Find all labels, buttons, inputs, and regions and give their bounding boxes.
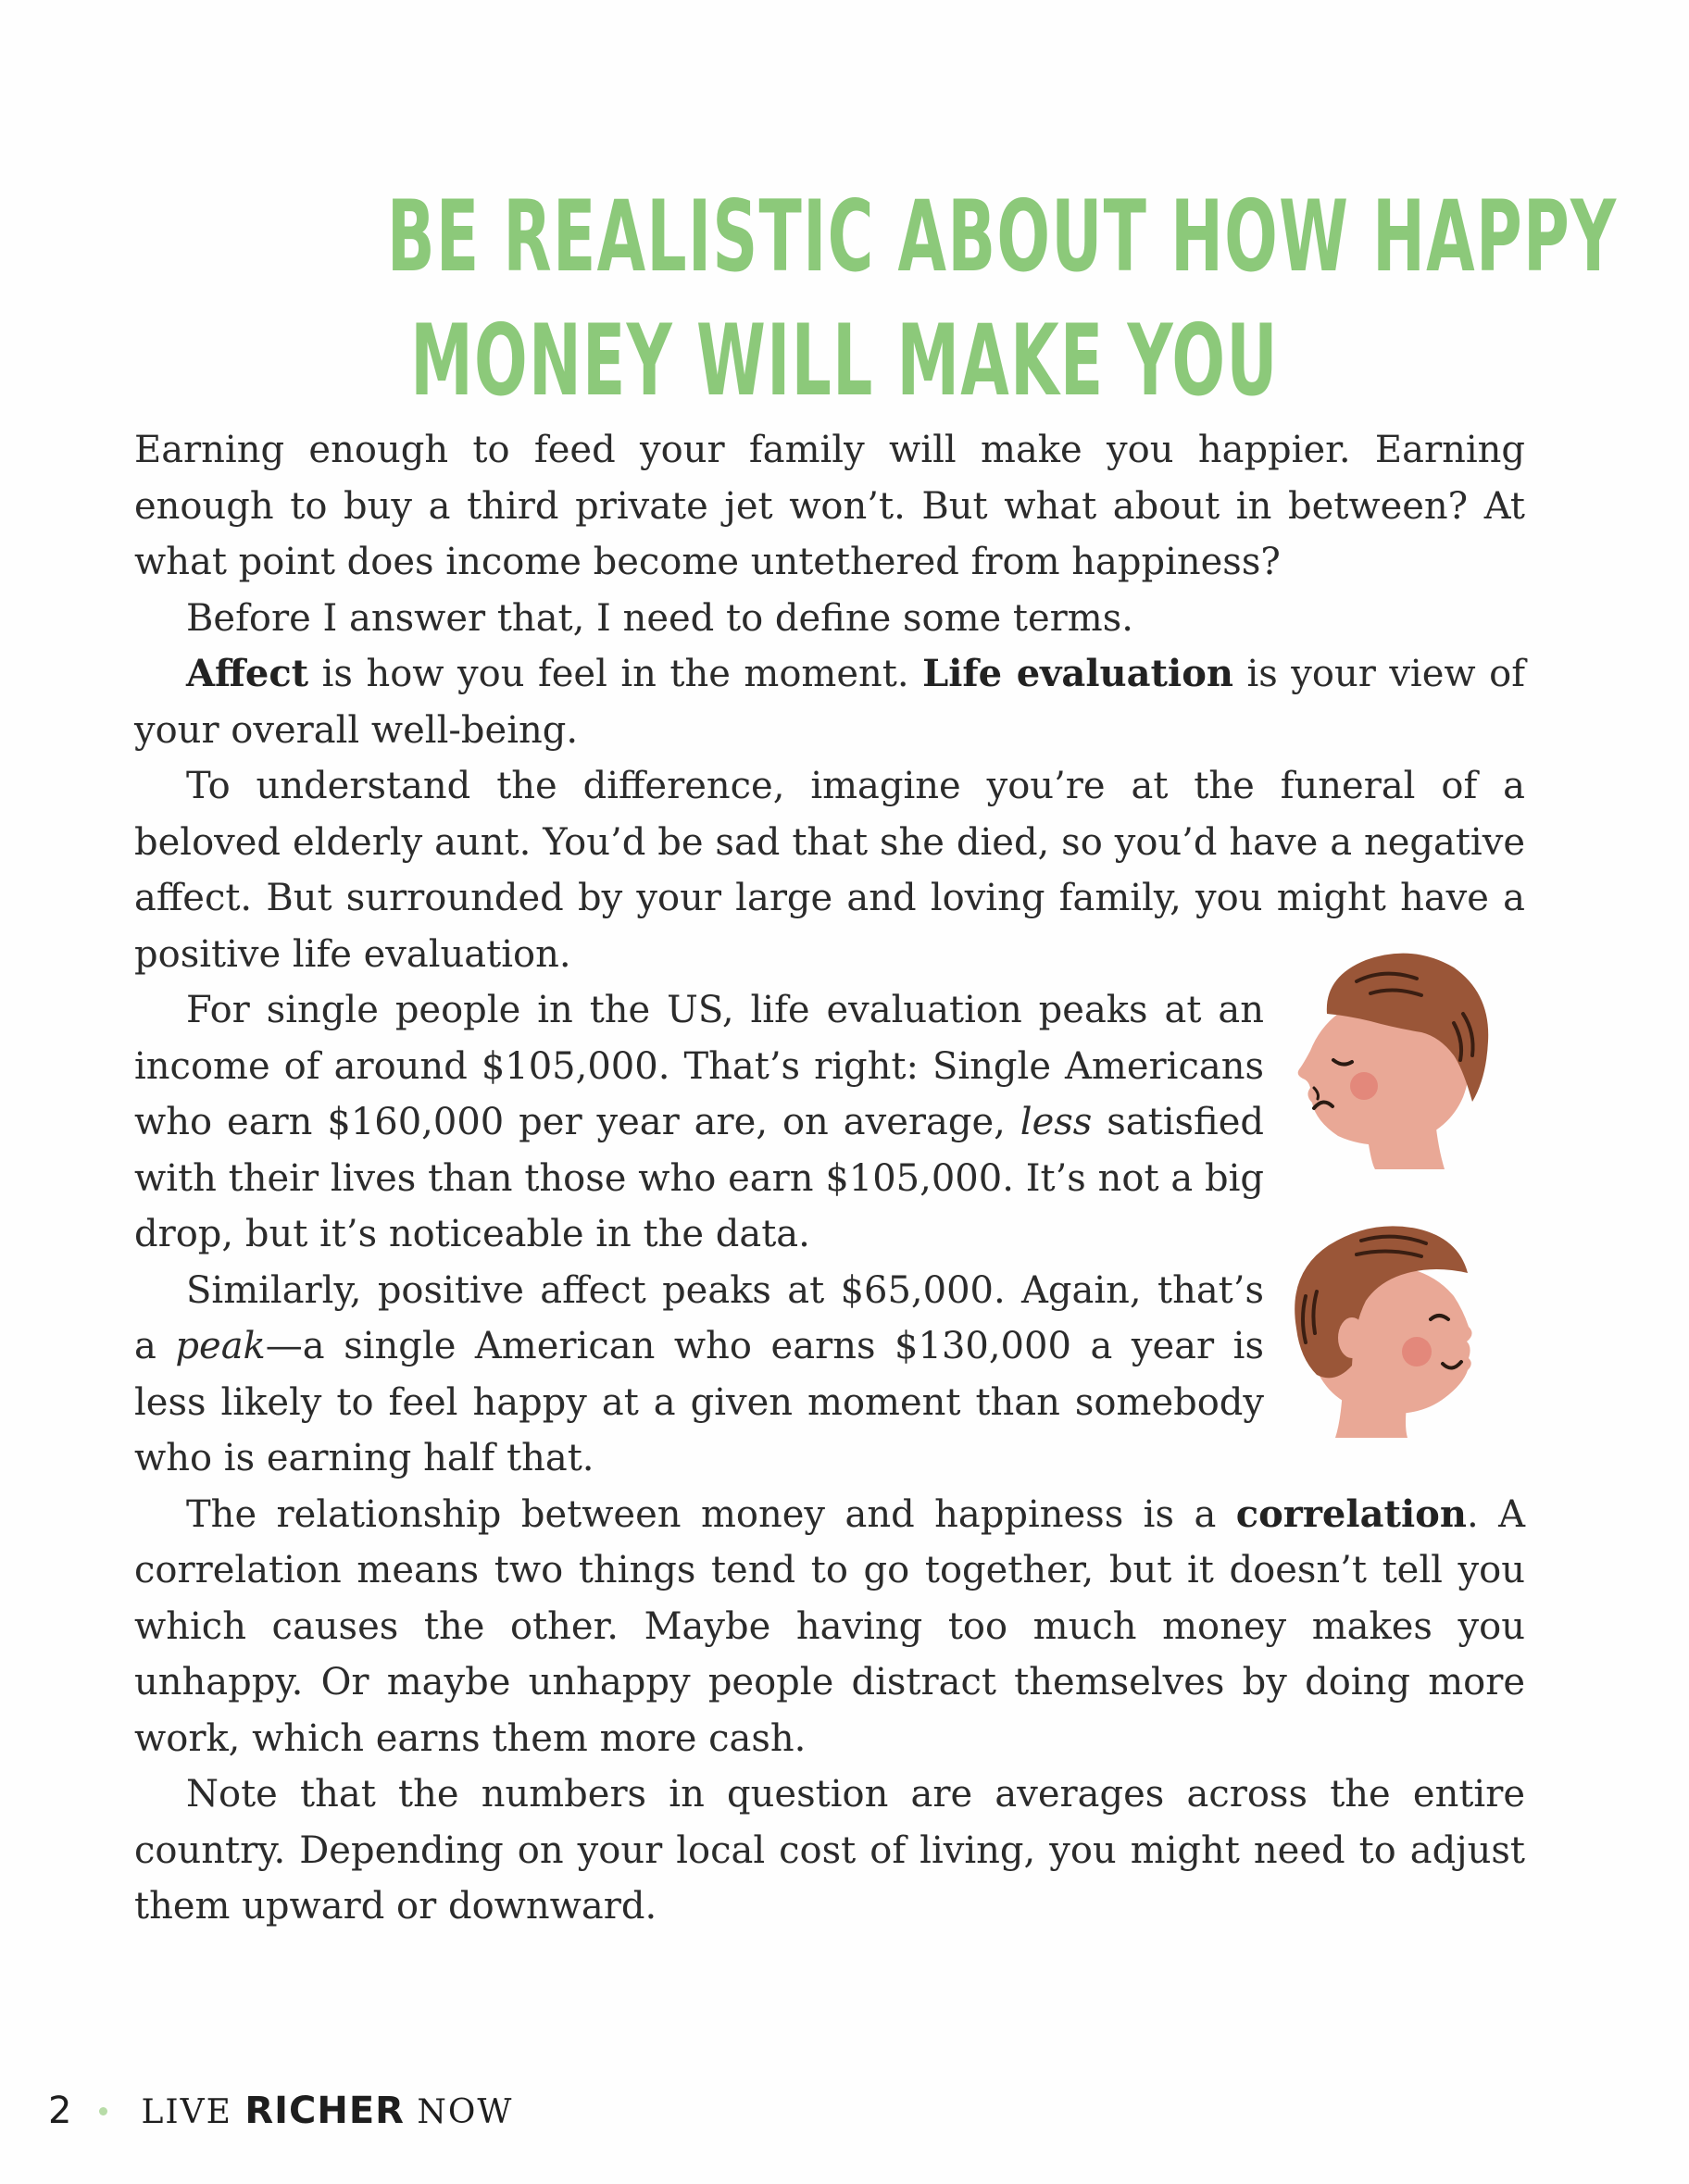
paragraph-7-end: . A correlation means two things tend to go together, but it doesn’t tell you which causes the other. Maybe having too much money makes you unhappy. Or maybe unhappy people distract themselves by doing more work, which earns them more cash. [134, 1492, 1525, 1760]
happy-face-icon [1278, 1208, 1491, 1440]
term-affect: Affect [186, 652, 309, 695]
title-line-1: BE REALISTIC ABOUT HOW HAPPY [386, 180, 1618, 294]
footer-dot-icon [99, 2107, 107, 2115]
paragraph-2: Before I answer that, I need to define some terms. [186, 596, 1133, 640]
paragraph-7-start: The relationship between money and happiness is a [186, 1492, 1236, 1536]
paragraph-3-mid: is how you feel in the moment. [308, 653, 923, 695]
paragraph-5-end: satisfied with their lives than those who earn $105,000. It’s not a big drop, but it’s noticeable in the data. [134, 1101, 1264, 1255]
page-number: 2 [48, 2090, 72, 2132]
book-title-pre: LIVE [141, 2093, 245, 2131]
sad-face-icon [1282, 940, 1495, 1171]
body-text [134, 422, 1525, 1935]
book-title [141, 2090, 513, 2132]
emphasis-peak: peak [175, 1325, 266, 1367]
paragraph-1: Earning enough to feed your family will make you happier. Earning enough to buy a third private jet won’t. But what about in between? At what point does income become untethered from happiness? [134, 429, 1525, 583]
term-correlation: correlation [1235, 1491, 1467, 1536]
title-line-2: MONEY WILL MAKE YOU [410, 304, 1279, 418]
paragraph-6-end: —a single American who earns $130,000 a year is less likely to feel happy at a given moment than somebody who is earning half that. [134, 1325, 1264, 1479]
paragraph-6 [134, 1263, 1264, 1487]
paragraph-4: To understand the difference, imagine you’re at the funeral of a beloved elderly aunt. You’d be sad that she died, so you’d have a negative affect. But surrounded by your large and loving family, you might have a positive life evaluation. [134, 765, 1525, 976]
paragraph-5-start: For single people in the US, life evaluation peaks at an income of around $105,000. That’s right: Single Americans who earn $160,000 per year are, on average, [134, 989, 1264, 1143]
paragraph-3 [134, 646, 1525, 758]
paragraph-8: Note that the numbers in question are averages across the entire country. Depending on your local cost of living, you might need to adjust them upward or downward. [134, 1773, 1525, 1928]
paragraph-7 [134, 1487, 1525, 1767]
paragraph-6-start: Similarly, positive affect peaks at $65,000. Again, that’s a [134, 1268, 1264, 1367]
term-life-evaluation: Life evaluation [922, 652, 1233, 695]
emphasis-less: less [1020, 1101, 1093, 1143]
book-title-post: NOW [404, 2093, 514, 2131]
page-title [386, 175, 1618, 423]
page-footer [48, 2085, 513, 2137]
paragraph-3-end: is your view of your overall well-being. [134, 653, 1526, 752]
book-title-bold: RICHER [244, 2090, 405, 2132]
paragraph-5 [134, 982, 1264, 1263]
